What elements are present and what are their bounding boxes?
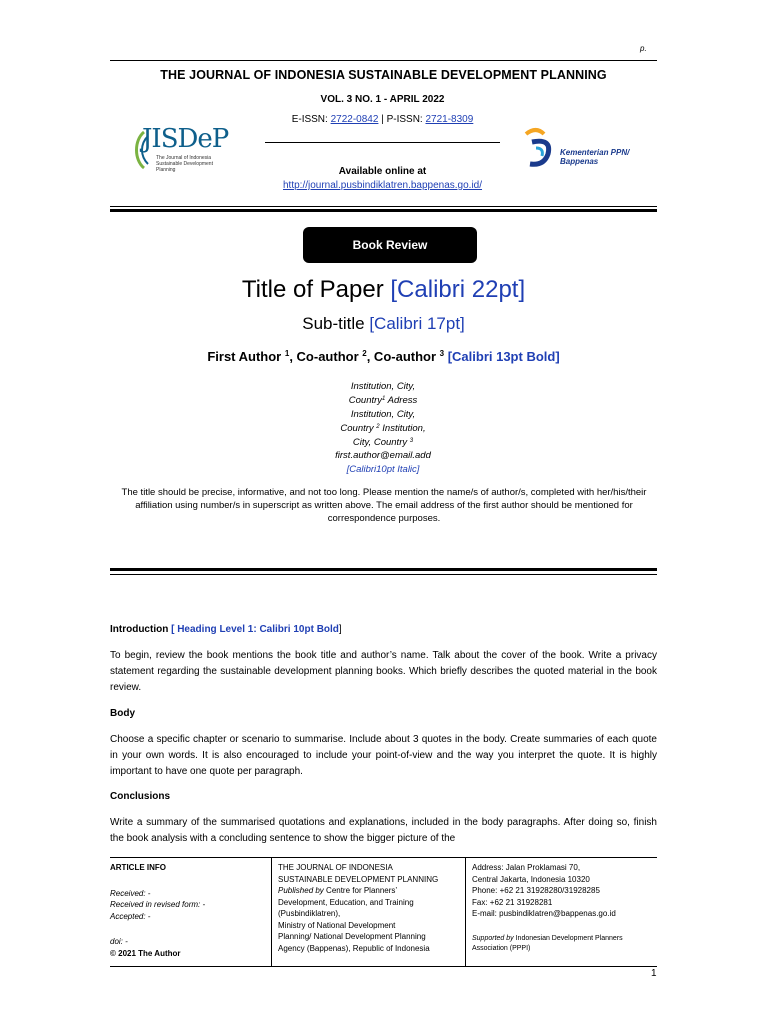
copyright: © 2021 The Author [110, 948, 181, 958]
doi: doi: - [110, 937, 128, 946]
author-1: First Author [207, 349, 285, 364]
conclusions-paragraph: Write a summary of the summarised quotations and explanations, included in the body paragraphs. After doing so, finish the book analysis with a concluding sentence to show the bigger picture of the [110, 817, 657, 844]
author-3-sup: 3 [439, 349, 445, 358]
bappenas-logo-text: Kementerian PPN/ Bappenas [560, 148, 630, 166]
journal-url-link[interactable]: http://journal.pusbindiklatren.bappenas.go.id/ [282, 180, 483, 191]
abstract-text: The title should be precise, informative, and not too long. Please mention the name/s of author/s, completed with her/his/their affiliation using number/s in superscript as written above. The email address of the first author should be mentioned for correspondence purposes. [121, 487, 647, 524]
issn-line [265, 114, 500, 125]
conclusions-heading: Conclusions [110, 791, 171, 802]
jisdep-logo [130, 124, 250, 174]
header-rule-thin [110, 206, 657, 207]
journal-name-line: THE JOURNAL OF INDONESIA [278, 863, 393, 872]
publisher-line: Agency (Bappenas), Republic of Indonesia [278, 943, 430, 953]
subtitle-text: Sub-title [302, 314, 370, 333]
contact-column [466, 858, 657, 966]
author-2-sup: 2 [362, 349, 367, 358]
subtitle-note: [Calibri 17pt] [369, 314, 465, 333]
article-info-heading: ARTICLE INFO [110, 863, 166, 872]
author-2: , Co-author [289, 349, 363, 364]
accepted-date: Accepted: - [110, 911, 151, 921]
author-line [110, 349, 657, 364]
article-type-badge: Book Review [303, 227, 477, 263]
publisher-line: Development, Education, and Training [278, 897, 414, 907]
article-info-table [110, 857, 657, 967]
phone: Phone: +62 21 31928280/31928285 [472, 886, 600, 895]
affiliation-line: City, Country $^3$ [352, 437, 414, 449]
affiliation-line: Country $^2$ Institution, [340, 422, 426, 434]
publisher-line: Planning/ National Development Planning [278, 932, 426, 941]
journal-title: THE JOURNAL OF INDONESIA SUSTAINABLE DEVELOPMENT PLANNING [160, 68, 607, 82]
section-rule-thick [110, 568, 657, 571]
body-heading: Body [110, 708, 135, 719]
address-line: Address: Jalan Proklamasi 70, [472, 863, 581, 872]
page-mark: p. [640, 44, 647, 53]
available-online-label: Available online at [338, 166, 427, 177]
introduction-title: Introduction [110, 624, 169, 635]
publisher-column [272, 858, 466, 966]
introduction-note: [ Heading Level 1: Calibri 10pt Bold [168, 624, 339, 635]
affiliation-line: Country$^1$ Adress [348, 395, 418, 407]
jisdep-logo-subtitle: The Journal of Indonesia Sustainable Development Planning [156, 155, 213, 173]
jisdep-logo-text: JISDeP [142, 124, 229, 154]
introduction-note-end: ] [338, 624, 342, 635]
paper-title-note: [Calibri 22pt] [390, 276, 526, 303]
publisher-line: Ministry of National Development [278, 920, 396, 930]
introduction-heading [110, 622, 657, 638]
paper-title-text: Title of Paper [241, 276, 391, 303]
author-3: , Co-author [366, 349, 440, 364]
paper-title [110, 276, 657, 304]
eissn-label: E-ISSN: [291, 114, 331, 125]
affiliation-block [250, 380, 516, 476]
volume-info: VOL. 3 NO. 1 - APRIL 2022 [320, 94, 445, 105]
journal-name-line: SUSTAINABLE DEVELOPMENT PLANNING [278, 874, 439, 884]
issn-separator: | P-ISSN: [378, 114, 426, 125]
publisher-line: (Pusbindiklatren), [278, 909, 341, 918]
bappenas-emblem-icon [522, 124, 558, 170]
received-date: Received: - [110, 888, 151, 898]
paper-subtitle [110, 314, 657, 334]
article-info-column [110, 858, 272, 966]
email-contact[interactable]: E-mail: pusbindiklatren@bappenas.go.id [472, 909, 616, 918]
header-rule-thick [110, 209, 657, 212]
page-number: 1 [651, 968, 657, 979]
top-rule [110, 60, 657, 61]
pissn-link[interactable]: 2721-8309 [425, 114, 474, 125]
revised-date: Received in revised form: - [110, 900, 206, 909]
publisher-line: Published by Centre for Planners’ [278, 886, 398, 895]
author-1-sup: 1 [284, 349, 290, 358]
supported-by: Supported by Indonesian Development Planners Association (PPPI) [472, 934, 623, 952]
introduction-paragraph: To begin, review the book mentions the book title and author’s name. Talk about the cover of the book. Write a privacy statement regarding the sustainable development planning books. Which briefly describes the quoted material in the book review. [110, 650, 657, 693]
affiliation-line: Institution, City, [350, 381, 416, 392]
section-rule-thin [110, 574, 657, 575]
address-line: Central Jakarta, Indonesia 10320 [472, 874, 590, 884]
author-email: first.author@email.add [335, 450, 431, 462]
affiliation-note: [Calibri10pt Italic] [346, 463, 420, 475]
body-paragraph: Choose a specific chapter or scenario to summarise. Include about 3 quotes in the body. Create summaries of each quote in your own words. It is also encouraged to include your point-of-view and the way you interpret the quote. It is highly important to have one quote per paragraph. [110, 734, 657, 777]
author-note: [Calibri 13pt Bold] [444, 349, 560, 364]
affiliation-line: Institution, City, [350, 408, 416, 420]
fax: Fax: +62 21 31928281 [472, 897, 553, 907]
issn-rule [265, 142, 500, 143]
bappenas-logo [522, 124, 652, 170]
eissn-link[interactable]: 2722-0842 [330, 114, 379, 125]
